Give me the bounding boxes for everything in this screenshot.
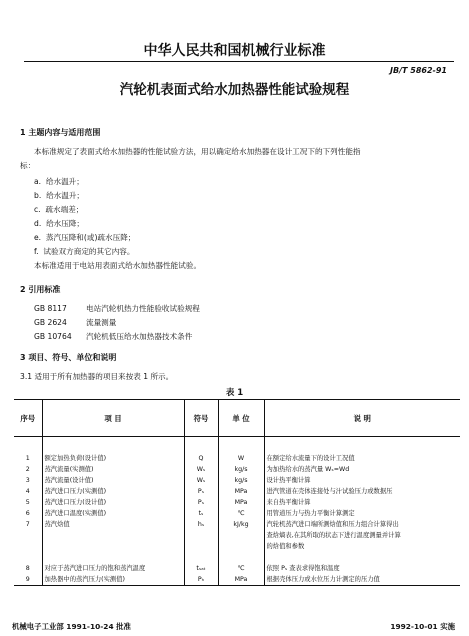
table-row: 2 蒸汽流量(实测值) Wₛ kg/s 为加热给水的蒸汽量 Wₛ=Wd [14, 464, 460, 475]
table-row [14, 437, 460, 453]
list-item: f. 试验双方商定的其它内容。 [34, 247, 135, 256]
effective-date: 1992-10-01 实施 [390, 622, 455, 631]
document-title: 汽轮机表面式给水加热器性能试验规程 [119, 82, 350, 98]
section-1-intro-cont: 标： [20, 161, 36, 170]
section-3-1-text: 3.1 适用于所有加热器的项目来按表 1 所示。 [20, 372, 174, 381]
list-item: b. 给水温升； [34, 191, 85, 200]
col-header-item: 项 目 [42, 400, 184, 437]
section-1-heading: 1 主题内容与适用范围 [20, 128, 101, 137]
reference-row: GB 2624 流量测量 [34, 318, 117, 327]
reference-row: GB 8117 电站汽轮机热力性能验收试验规程 [34, 304, 200, 313]
col-header-symbol: 符号 [184, 400, 218, 437]
list-item: a. 给水温升； [34, 177, 84, 186]
list-item: e. 蒸汽压降和(或)疏水压降； [34, 233, 136, 242]
table-row: 7 蒸汽焓值 hₛ kJ/kg 汽轮机蒸汽进口端所测焓值和压力组合计算得出 [14, 519, 460, 530]
section-1-intro: 本标准规定了表面式给水加热器的性能试验方法，用以确定给水加热器在设计工况下的下列性能指 [34, 147, 361, 156]
table-row [14, 552, 460, 563]
list-item: d. 给水压降； [34, 219, 85, 228]
col-header-unit: 单 位 [218, 400, 264, 437]
list-item: c. 疏水端差； [34, 205, 84, 214]
table-row: 查焓熵表,在其所取的状态下进行温度测量并计算 [14, 530, 460, 541]
section-1-scope: 本标准适用于电站用表面式给水加热器性能试验。 [34, 261, 202, 270]
table-row: 5 蒸汽进口压力(设计值) Pₛ MPa 来自热平衡计算 [14, 497, 460, 508]
section-2-heading: 2 引用标准 [20, 285, 61, 294]
standard-code: JB/T 5862-91 [390, 66, 447, 75]
table-row: 4 蒸汽进口压力(实测值) Pₛ MPa 进汽管道在壳体连接处与汁试验压力或数据压 [14, 486, 460, 497]
approval-note: 机械电子工业部 1991-10-24 批准 [12, 622, 131, 631]
table-row: 1 额定加热负荷(设计值) Q W 在额定给水流量下的设计工况值 [14, 453, 460, 464]
table-row: 3 蒸汽流量(设计值) Wₛ kg/s 设计热平衡计算 [14, 475, 460, 486]
table-caption: 表 1 [225, 388, 244, 398]
table-row: 6 蒸汽进口温度(实测值) tₛ ℃ 用管道压力与热力平衡计算测定 [14, 508, 460, 519]
table-row: 9 加热器中的蒸汽压力(实测值) Pₕ MPa 根据壳体压力或水位压力计测定的压力值 [14, 574, 460, 586]
table-header-row [14, 400, 460, 437]
header-rule [24, 61, 454, 62]
issuing-organization: 中华人民共和国机械行业标准 [143, 43, 326, 59]
table-row: 的焓值和参数 [14, 541, 460, 552]
col-header-no: 序号 [14, 400, 42, 437]
section-3-heading: 3 项目、符号、单位和说明 [20, 353, 117, 362]
col-header-desc: 说 明 [264, 400, 460, 437]
parameters-table [14, 399, 460, 586]
reference-row: GB 10764 汽轮机低压给水加热器技术条件 [34, 332, 193, 341]
table-row: 8 对应于蒸汽进口压力的饱和蒸汽温度 tₛₐₜ ℃ 依照 Pₛ 查表求得饱和温度 [14, 563, 460, 574]
